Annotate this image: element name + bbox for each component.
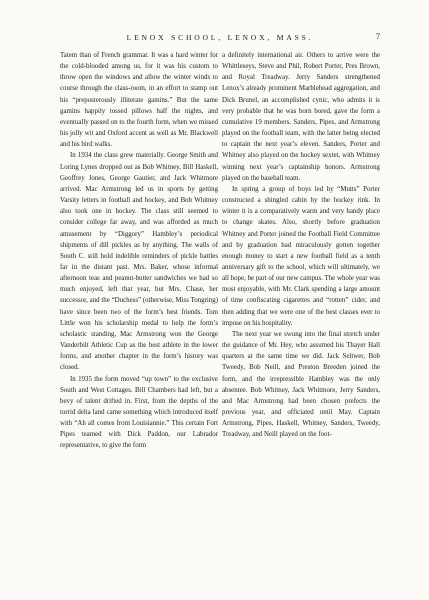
paragraph: In 1935 the form moved “up town” to the exclusive South and West Cottages. Bill Chambers had left, but a bevy of talent drifted in. First, from the depths of the torrid delta land came something which introduced itself with “Ah all comes from Louisiannie.” This certain Fort Pipes teamed with Dick Paddon, our Labrador representative, to give the form: [60, 375, 218, 450]
right-column: [222, 50, 380, 590]
paragraph: In spring a group of boys led by “Mutts” Porter constructed a shingled cabin by the hockey rink. In winter it is a comparatively warm and very handy place to change skates. Also, shortly before graduation Whitney and Porter joined the Football Field Committee and by graduation had miraculously gotten together enough money to start a new football field as a tenth anniversary gift to the school, which will ultimately, we all hope, be part of our new campus. The whole year was most enjoyable, with Mr. Clark spending a large amount of time confiscating cigarettes and “rotten” cider, and then adding that we were one of the best classes ever to impose on his hospitality.: [222, 185, 380, 327]
page-header: [60, 33, 380, 47]
paragraph: The next year we swung into the final stretch under the guidance of Mr. Hey, who assumed his Thayer Hall quarters at the same time we did. Jack Seltwer, Bob Tweedy, Bob Neill, and Preston Breeden joined the form, and the irrepressible Hambley was the only absentee. Bob Whitney, Jack Whitmore, Jerry Sanders, and Mac Armstrong had been chosen prefects the previous year, and officiated until May. Captain Armstrong, Pipes, Haskell, Whitney, Sanders, Tweedy, Treadway, and Neill played on the foot-: [222, 330, 380, 439]
paragraph: Tatem than of French grammar. It was a hard winter for the cold-blooded among us, for it was his custom to throw open the windows and allow the winter winds to course through the class-room, in an effort to stamp out his “preposterously illiterate gamins.” But the same gamins happily tossed pillows half the nights, and eventually passed on to the fourth form, when we missed his jolly wit and Oxford accent as well as Mr. Blackwell and his bird walks.: [60, 52, 218, 149]
paragraph: In 1934 the class grew materially. George Smith and Loring Lynes dropped out as Bob Whitney, Bill Haskell, Geoffrey Jones, George Gautier, and Jack Whitmore arrived. Mac Armstrong led us in sports by getting Varsity letters in football and hockey, and Bob Whitney also took one in hockey. The class still seemed to consider college far away, and was afforded as much amusement by “Diggory” Hambley’s periodical shipments of dill pickles as by anything. The walls of South C. still hold indelible reminders of pickle battles far in the distant past. Mrs. Baker, whose informal afternoon teas and peanut-butter sandwiches we had so much enjoyed, left that year, but Mrs. Chase, her successor, and the “Duchess” (otherwise, Miss Tongring) have since been two of the form’s best friends. Tom Little won his scholarship medal to help the form’s scholastic standing, Mac Armstrong won the George Vanderbilt Athletic Cup as the best athlete in the lower forms, and another chapter in the form’s history was closed.: [60, 152, 218, 372]
left-column: [60, 50, 218, 590]
page-number: 7: [376, 32, 380, 41]
paragraph: a definitely international air. Others to arrive were the Whittleseys, Steve and Phil, Robert Porter, Pres Brown, and Royal Treadway. Jerry Sanders strengthened Lenox’s already prominent Marblehead aggregation, and Dick Brunel, an accomplished cynic, who admits it is very probable that he was born bored, gave the form a cumulative 19 members. Sanders, Pipes, and Armstrong played on the football team, with the latter being elected to captain the next year’s eleven. Sanders, Porter and Whitney also played on the hockey sextet, with Whitney winning next year’s captainship honors. Armstrong played on the baseball team.: [222, 52, 380, 182]
running-head: LENOX SCHOOL, LENOX, MASS.: [126, 33, 314, 42]
